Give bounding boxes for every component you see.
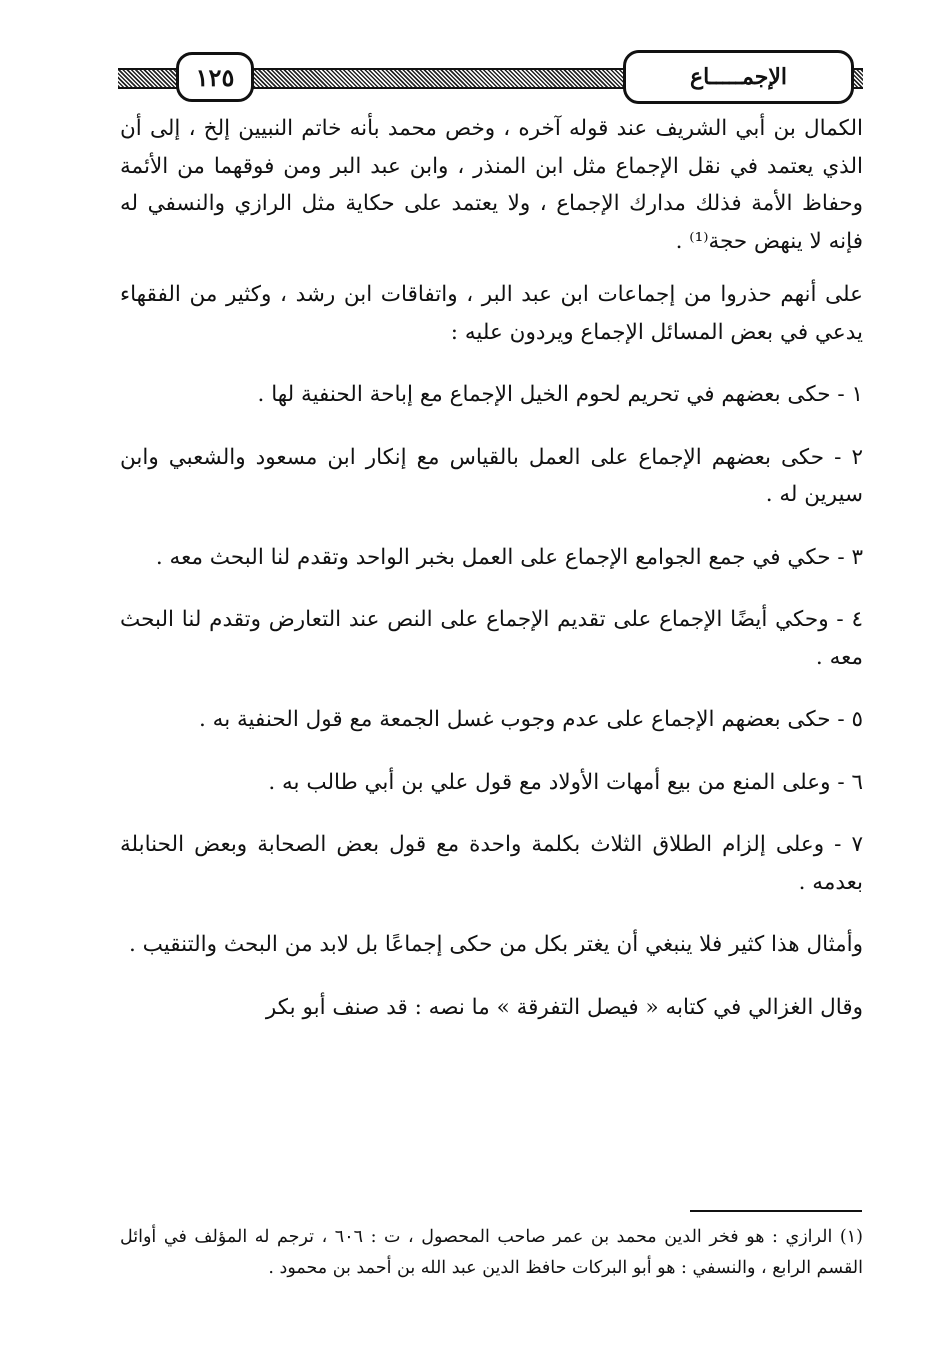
list-item: ٥ - حكى بعضهم الإجماع على عدم وجوب غسل الجمعة مع قول الحنفية به . bbox=[199, 707, 863, 732]
paragraph: على أنهم حذروا من إجماعات ابن عبد البر ، واتفاقات ابن رشد ، وكثير من الفقهاء يدعي في بعض المسائل الإجماع ويردون عليه : bbox=[120, 282, 863, 345]
footnote bbox=[120, 1222, 863, 1284]
main-text bbox=[120, 110, 863, 1026]
page-number: ١٢٥ bbox=[176, 52, 254, 102]
list-item: ٤ - وحكي أيضًا الإجماع على تقديم الإجماع على النص عند التعارض وتقدم لنا البحث معه . bbox=[120, 607, 863, 670]
paragraph: الكمال بن أبي الشريف عند قوله آخره ، وخص محمد بأنه خاتم النبيين إلخ ، إلى أن الذي يعتمد في نقل الإجماع مثل ابن المنذر ، وابن عبد البر ومن فوقهما من الأئمة وحفاظ الأمة فذلك مدارك الإجماع ، ولا يعتمد على حكاية مثل الرازي والنسفي له فإنه لا ينهض حجة⁽¹⁾ . bbox=[120, 116, 863, 254]
paragraph: وقال الغزالي في كتابه « فيصل التفرقة » ما نصه : قد صنف أبو بكر bbox=[265, 994, 863, 1020]
list-item: ١ - حكى بعضهم في تحريم لحوم الخيل الإجماع مع إباحة الحنفية لها . bbox=[257, 382, 863, 407]
list-item: ٣ - حكي في جمع الجوامع الإجماع على العمل بخبر الواحد وتقدم لنا البحث معه . bbox=[155, 544, 863, 570]
list-item: ٧ - وعلى إلزام الطلاق الثلاث بكلمة واحدة مع قول بعض الصحابة وبعض الحنابلة بعدمه . bbox=[120, 832, 863, 895]
page-header bbox=[118, 46, 863, 104]
chapter-title: الإجمـــــاع bbox=[623, 50, 854, 104]
footnote-text: (١) الرازي : هو فخر الدين محمد بن عمر صاحب المحصول ، ت : ٦٠٦ ، ترجم له المؤلف في أوائل القسم الرابع ، والنسفي : هو أبو البركات حافظ الدين عبد الله بن أحمد بن محمود . bbox=[120, 1227, 863, 1278]
footnote-divider bbox=[690, 1210, 862, 1212]
list-item: ٦ - وعلى المنع من بيع أمهات الأولاد مع قول علي بن أبي طالب به . bbox=[268, 769, 863, 795]
paragraph: وأمثال هذا كثير فلا ينبغي أن يغتر بكل من حكى إجماعًا بل لابد من البحث والتنقيب . bbox=[129, 932, 863, 957]
list-item: ٢ - حكى بعضهم الإجماع على العمل بالقياس مع إنكار ابن مسعود والشعبي وابن سيرين له . bbox=[120, 444, 863, 507]
